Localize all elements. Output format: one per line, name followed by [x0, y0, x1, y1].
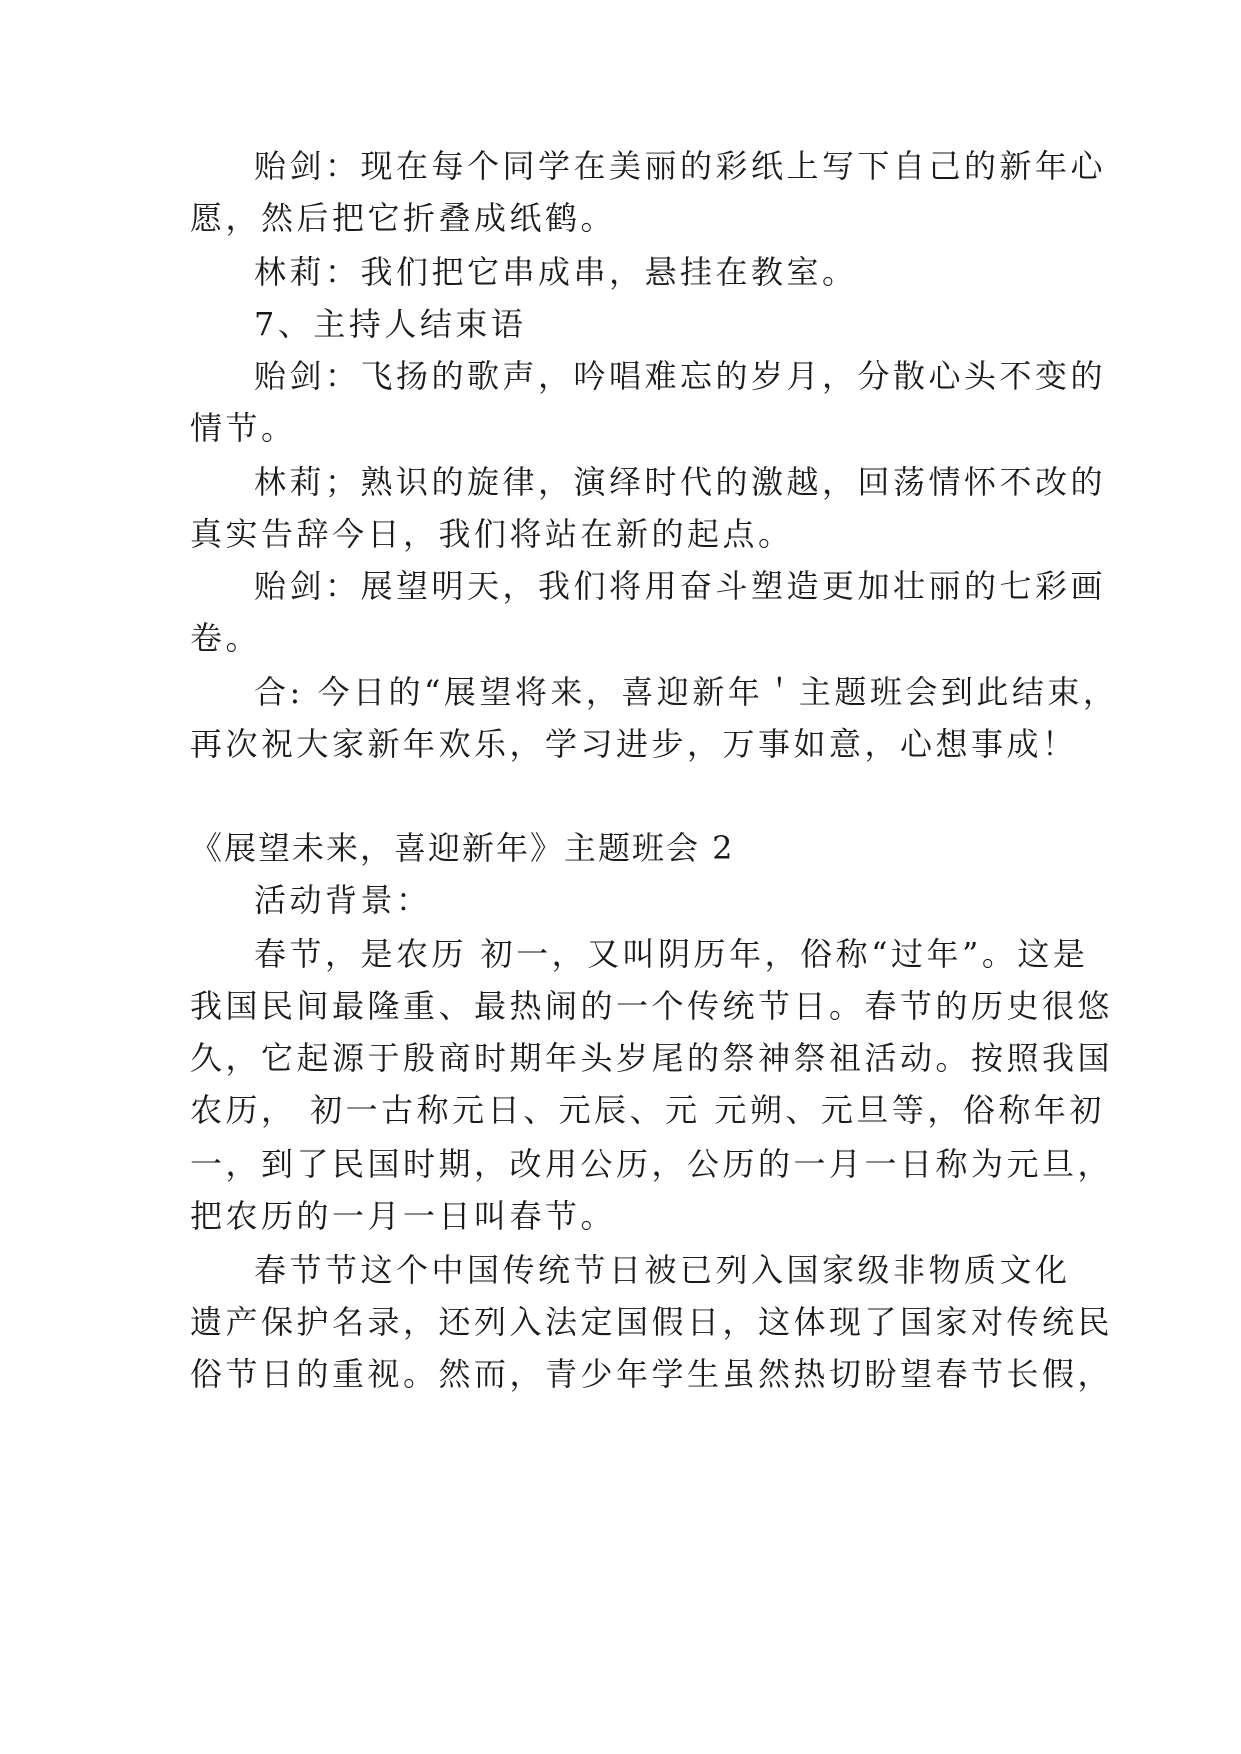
- paragraph-line: 愿，然后把它折叠成纸鹤。: [190, 199, 617, 237]
- paragraph-line: 一，到了民国时期，改用公历，公历的一月一日称为元旦，: [190, 1145, 1114, 1183]
- paragraph-line: 贻剑：现在每个同学在美丽的彩纸上写下自己的新年心: [254, 147, 1107, 185]
- paragraph-line: 春节，是农历 初一，又叫阴历年，俗称“过年”。这是: [254, 935, 1089, 973]
- paragraph-line: 遗产保护名录，还列入法定国假日，这体现了国家对传统民: [190, 1303, 1114, 1341]
- paragraph-line: 再次祝大家新年欢乐，学习进步，万事如意，心想事成！: [190, 725, 1078, 763]
- paragraph-line: 情节。: [190, 409, 297, 447]
- paragraph-line: 久，它起源于殷商时期年头岁尾的祭神祭祖活动。按照我国: [190, 1039, 1114, 1077]
- document-title: 《展望未来，喜迎新年》主题班会 2: [190, 829, 735, 867]
- paragraph-line: 林莉：我们把它串成串，悬挂在教室。: [254, 253, 858, 291]
- section-heading: 活动背景：: [254, 881, 432, 919]
- paragraph-line: 我国民间最隆重、最热闹的一个传统节日。春节的历史很悠: [190, 987, 1114, 1025]
- paragraph-line: 贻剑：展望明天，我们将用奋斗塑造更加壮丽的七彩画: [254, 567, 1107, 605]
- paragraph-line: 卷。: [190, 619, 262, 657]
- paragraph-line: 林莉；熟识的旋律，演绎时代的激越，回荡情怀不改的: [254, 463, 1107, 501]
- paragraph-line: 俗节日的重视。然而，青少年学生虽然热切盼望春节长假，: [190, 1355, 1114, 1393]
- paragraph-line: 真实告辞今日，我们将站在新的起点。: [190, 515, 794, 553]
- paragraph-line: 贻剑：飞扬的歌声，吟唱难忘的岁月，分散心头不变的: [254, 357, 1107, 395]
- paragraph-line: 把农历的一月一日叫春节。: [190, 1197, 617, 1235]
- section-heading: 7、主持人结束语: [254, 305, 527, 343]
- paragraph-line: 农历， 初一古称元日、元辰、元 元朔、元旦等，俗称年初: [190, 1091, 1105, 1129]
- paragraph-line: 合: 今日的“展望将来，喜迎新年＇主题班会到此结束，: [254, 673, 1119, 711]
- paragraph-line: 春节节这个中国传统节日被已列入国家级非物质文化: [254, 1251, 1071, 1289]
